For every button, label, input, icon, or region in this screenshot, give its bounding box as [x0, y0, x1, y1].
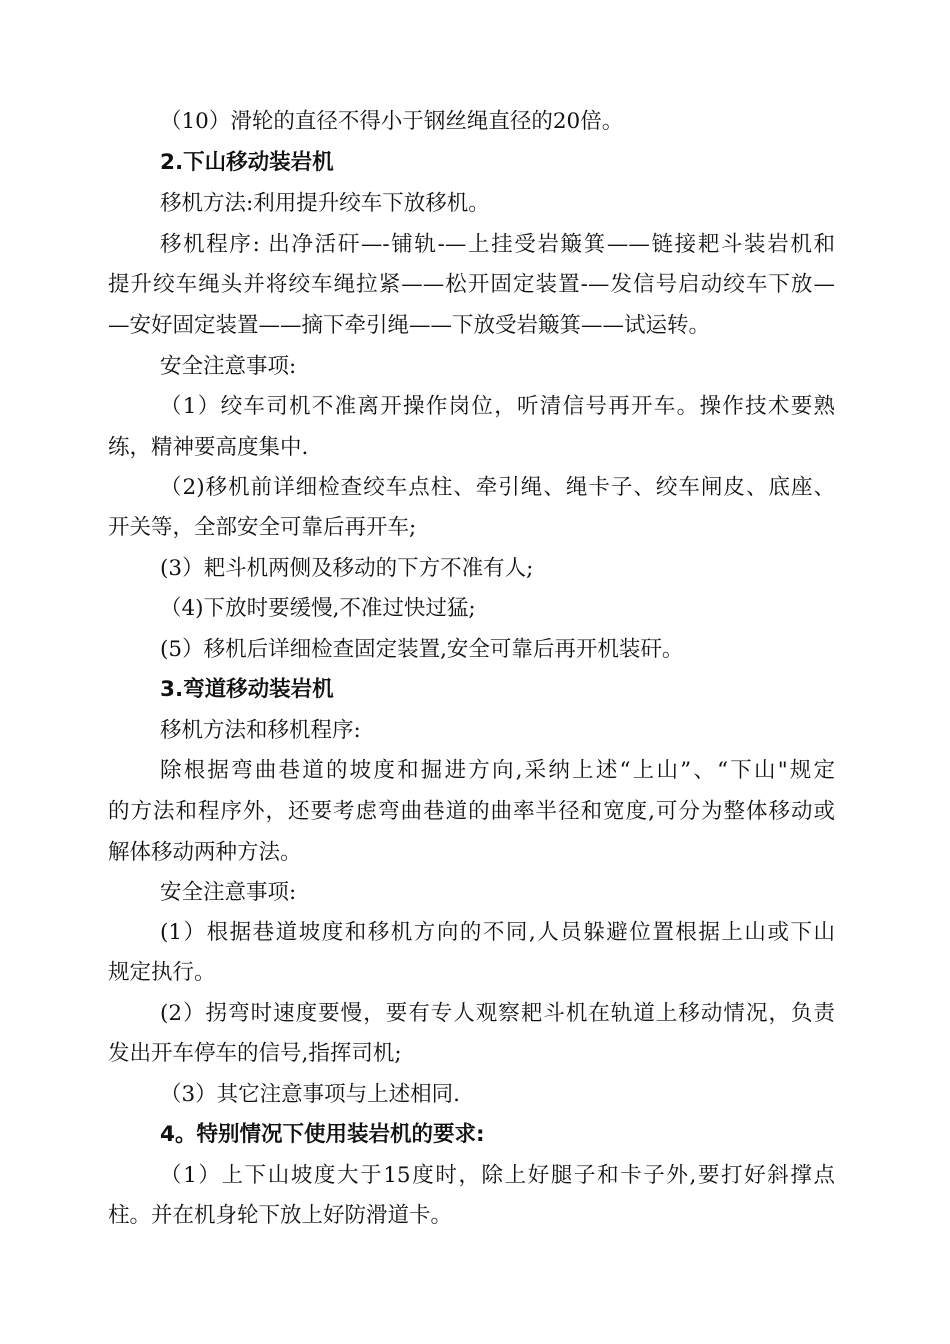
paragraph-line: 柱。并在机身轮下放上好防滑道卡。: [108, 1203, 453, 1228]
paragraph-line: 安全注意事项:: [160, 354, 297, 379]
paragraph-line: (3）耙斗机两侧及移动的下方不准有人;: [160, 556, 534, 581]
paragraph-line: （10）滑轮的直径不得小于钢丝绳直径的20倍。: [160, 109, 624, 134]
paragraph-line: 提升绞车绳头并将绞车绳拉紧——松开固定装置-—发信号启动绞车下放—: [108, 272, 835, 297]
paragraph-line: —安好固定装置——摘下牵引绳——下放受岩簸箕——试运转。: [108, 313, 711, 338]
section-heading: 2.下山移动装岩机: [160, 150, 334, 175]
paragraph-line: (2）拐弯时速度要慢，要有专人观察耙斗机在轨道上移动情况，负责: [160, 1001, 835, 1026]
paragraph-line: 除根据弯曲巷道的坡度和掘进方向,采纳上述“上山”、“下山"规定: [160, 758, 835, 783]
paragraph-line: 安全注意事项:: [160, 880, 297, 905]
paragraph-line: (5）移机后详细检查固定装置,安全可靠后再开机装矸。: [160, 637, 684, 662]
paragraph-line: （4)下放时要缓慢,不准过快过猛;: [160, 596, 476, 621]
paragraph-line: (1）根据巷道坡度和移机方向的不同,人员躲避位置根据上山或下山: [160, 920, 835, 945]
paragraph-line: 移机程序: 出净活矸—-铺轨-—上挂受岩簸箕——链接耙斗装岩机和: [160, 232, 835, 257]
paragraph-line: （1）上下山坡度大于15度时，除上好腿子和卡子外,要打好斜撑点: [160, 1163, 835, 1188]
paragraph-line: 发出开车停车的信号,指挥司机;: [108, 1041, 402, 1066]
paragraph-line: 练，精神要高度集中.: [108, 435, 309, 460]
section-heading: 3.弯道移动装岩机: [160, 677, 334, 702]
paragraph-line: 移机方法:利用提升绞车下放移机。: [160, 191, 490, 216]
paragraph-line: （1）绞车司机不准离开操作岗位，听清信号再开车。操作技术要熟: [160, 394, 835, 419]
paragraph-line: 解体移动两种方法。: [108, 840, 302, 865]
paragraph-line: 开关等，全部安全可靠后再开车;: [108, 515, 417, 540]
paragraph-line: 的方法和程序外，还要考虑弯曲巷道的曲率半径和宽度,可分为整体移动或: [108, 799, 835, 824]
section-heading: 4。特别情况下使用装岩机的要求:: [160, 1122, 485, 1147]
paragraph-line: （2)移机前详细检查绞车点柱、牵引绳、绳卡子、绞车闸皮、底座、: [160, 475, 835, 500]
paragraph-line: 移机方法和移机程序:: [160, 718, 361, 743]
paragraph-line: （3）其它注意事项与上述相同.: [160, 1082, 461, 1107]
paragraph-line: 规定执行。: [108, 960, 216, 985]
